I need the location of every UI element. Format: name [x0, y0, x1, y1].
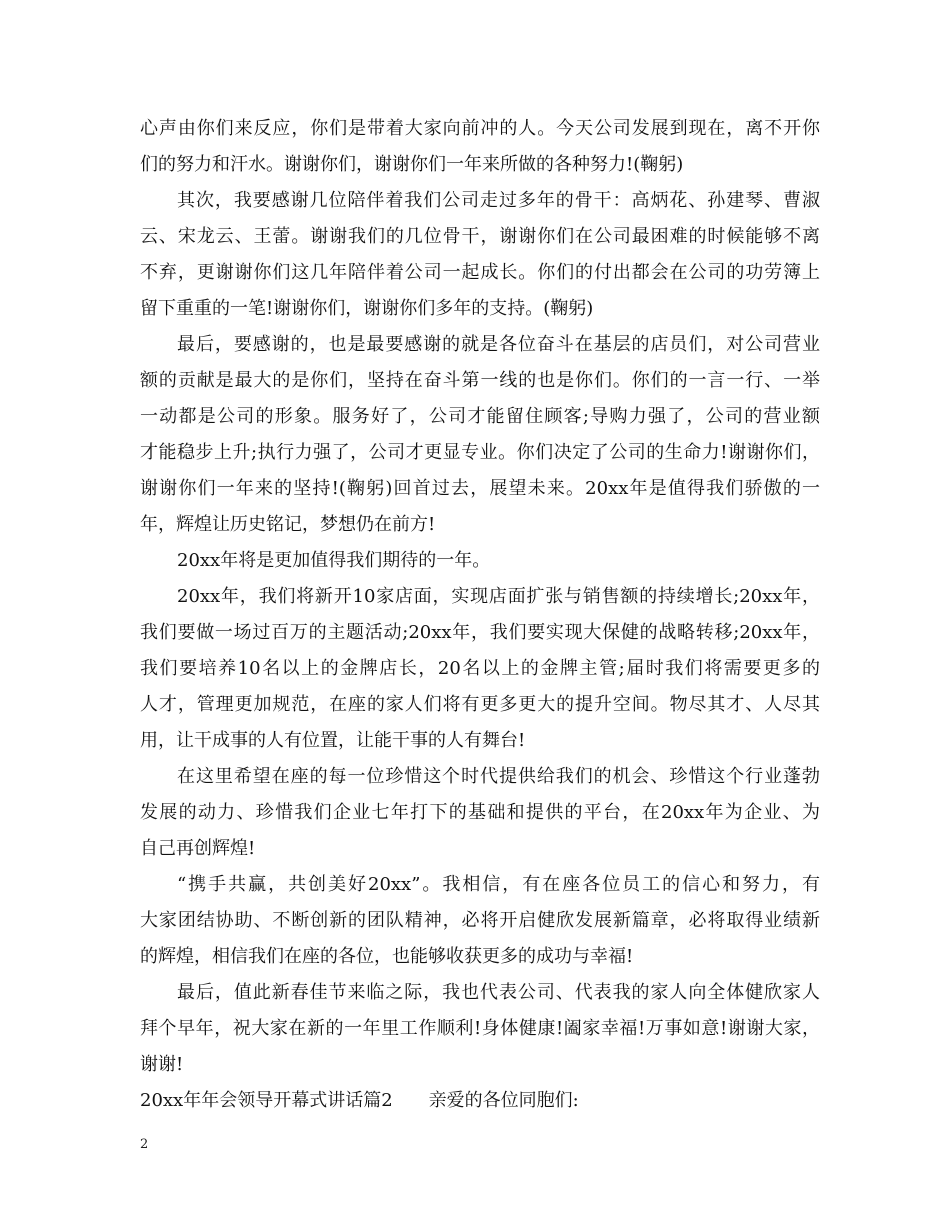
body-line-3: 其次，我要感谢几位陪伴着我们公司走过多年的骨干：高炳花、孙建琴、曹淑 — [177, 190, 820, 211]
body-line-6: 留下重重的一笔!谢谢你们，谢谢你们多年的支持。(鞠躬) — [140, 298, 594, 319]
body-line-19: 在这里希望在座的每一位珍惜这个时代提供给我们的机会、珍惜这个行业蓬勃 — [177, 766, 820, 787]
page-number: 2 — [140, 1137, 149, 1152]
section-heading-title: 20xx年年会领导开幕式讲话篇2 — [140, 1090, 393, 1111]
section-salutation: 亲爱的各位同胞们: — [428, 1090, 579, 1111]
body-line-9: 一动都是公司的形象。服务好了，公司才能留住顾客;导购力强了，公司的营业额 — [140, 406, 820, 427]
body-line-23: 大家团结协助、不断创新的团队精神，必将开启健欣发展新篇章，必将取得业绩新 — [140, 910, 820, 931]
body-line-21: 自己再创辉煌! — [140, 838, 256, 859]
body-line-22: “携手共赢，共创美好20xx”。我相信，有在座各位员工的信心和努力，有 — [177, 874, 820, 895]
body-line-11: 谢谢你们一年来的坚持!(鞠躬)回首过去，展望未来。20xx年是值得我们骄傲的一 — [140, 478, 820, 499]
body-line-17: 人才，管理更加规范，在座的家人们将有更多更大的提升空间。物尽其才、人尽其 — [140, 694, 820, 715]
body-line-7: 最后，要感谢的，也是最要感谢的就是各位奋斗在基层的店员们，对公司营业 — [177, 334, 820, 355]
body-line-25: 最后，值此新春佳节来临之际，我也代表公司、代表我的家人向全体健欣家人 — [177, 982, 820, 1003]
body-line-27: 谢谢! — [140, 1054, 184, 1075]
body-line-4: 云、宋龙云、王蕾。谢谢我们的几位骨干，谢谢你们在公司最困难的时候能够不离 — [140, 226, 820, 247]
body-line-10: 才能稳步上升;执行力强了，公司才更显专业。你们决定了公司的生命力!谢谢你们， — [140, 442, 820, 463]
body-line-14: 20xx年，我们将新开10家店面，实现店面扩张与销售额的持续增长;20xx年， — [177, 586, 820, 607]
body-line-8: 额的贡献是最大的是你们，坚持在奋斗第一线的也是你们。你们的一言一行、一举 — [140, 370, 820, 391]
body-line-12: 年，辉煌让历史铭记，梦想仍在前方! — [140, 514, 436, 535]
body-line-15: 我们要做一场过百万的主题活动;20xx年，我们要实现大保健的战略转移;20xx年， — [140, 622, 820, 643]
body-line-16: 我们要培养10名以上的金牌店长，20名以上的金牌主管;届时我们将需要更多的 — [140, 658, 820, 679]
body-line-24: 的辉煌，相信我们在座的各位，也能够收获更多的成功与幸福! — [140, 946, 634, 967]
body-line-20: 发展的动力、珍惜我们企业七年打下的基础和提供的平台，在20xx年为企业、为 — [140, 802, 820, 823]
section-heading-line — [140, 1083, 820, 1119]
body-line-13: 20xx年将是更加值得我们期待的一年。 — [177, 550, 491, 571]
body-line-26: 拜个早年，祝大家在新的一年里工作顺利!身体健康!阖家幸福!万事如意!谢谢大家， — [140, 1018, 820, 1039]
body-line-5: 不弃，更谢谢你们这几年陪伴着公司一起成长。你们的付出都会在公司的功劳簿上 — [140, 262, 820, 283]
body-line-1: 心声由你们来反应，你们是带着大家向前冲的人。今天公司发展到现在，离不开你 — [140, 118, 820, 139]
body-line-18: 用，让干成事的人有位置，让能干事的人有舞台! — [140, 730, 526, 751]
body-line-2: 们的努力和汗水。谢谢你们，谢谢你们一年来所做的各种努力!(鞠躬) — [140, 154, 684, 175]
